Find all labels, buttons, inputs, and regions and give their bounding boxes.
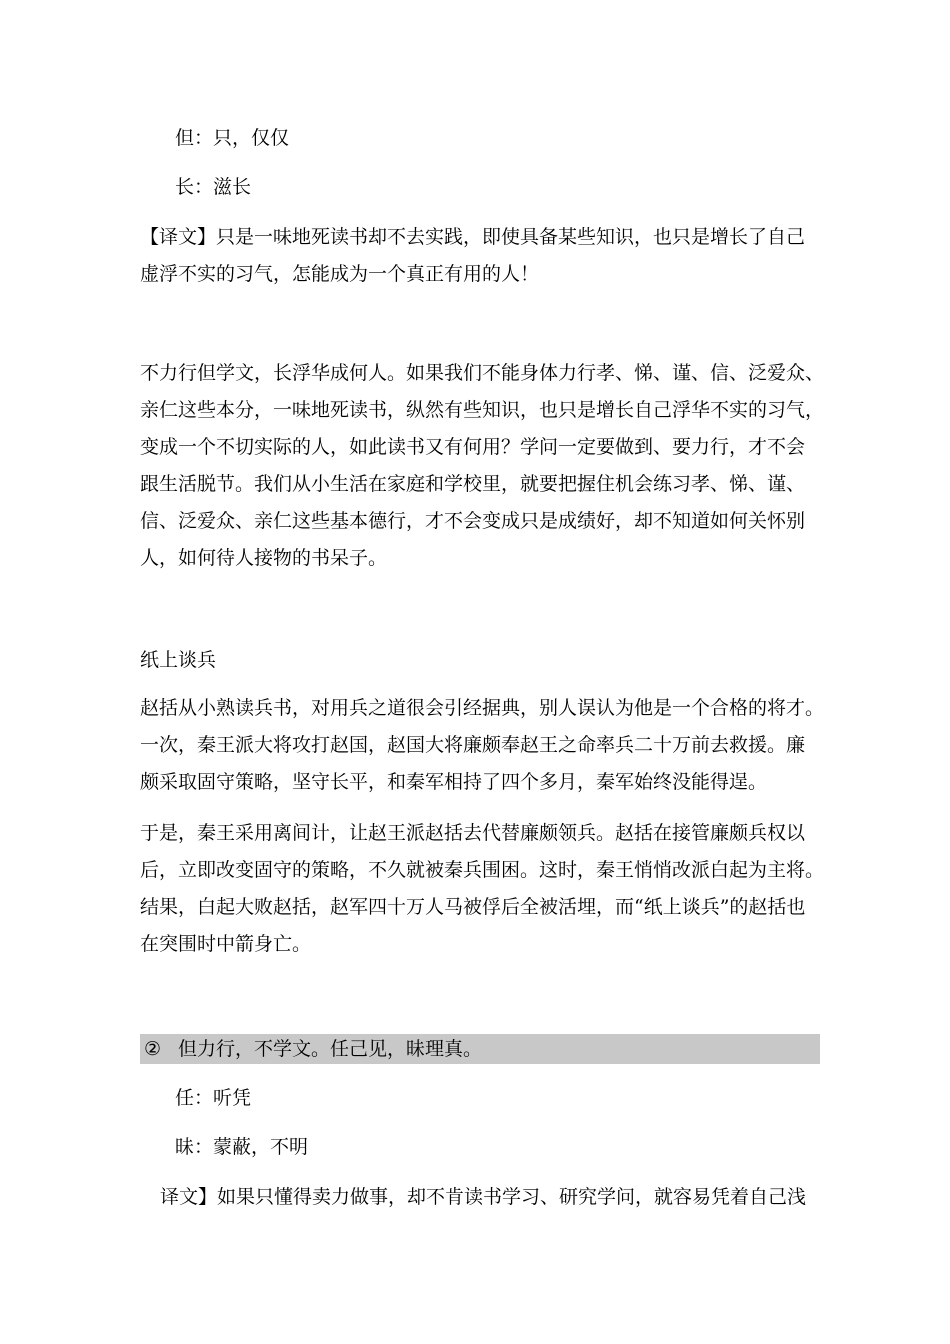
commentary-line: 跟生活脱节。我们从小生活在家庭和学校里，就要把握住机会练习孝、悌、谨、: [140, 473, 806, 495]
commentary-line: 人，如何待人接物的书呆子。: [140, 547, 388, 569]
story-line: 赵括从小熟读兵书，对用兵之道很会引经据典，别人误认为他是一个合格的将才。: [140, 697, 825, 719]
commentary-line: 信、泛爱众、亲仁这些基本德行，才不会变成只是成绩好，却不知道如何关怀别: [140, 510, 806, 532]
commentary-line: 不力行但学文，长浮华成何人。如果我们不能身体力行孝、悌、谨、信、泛爱众、: [140, 362, 825, 384]
translation-line-1: 【译文】只是一味地死读书却不去实践，即使具备某些知识，也只是增长了自己: [140, 226, 806, 248]
translation-line-2: 虚浮不实的习气，怎能成为一个真正有用的人！: [140, 263, 540, 285]
section-heading-bar: [140, 1034, 820, 1064]
gloss-ren: 任：听凭: [175, 1087, 252, 1109]
gloss-dan: 但：只，仅仅: [175, 127, 290, 149]
commentary-line: 亲仁这些本分，一味地死读书，纵然有些知识，也只是增长自己浮华不实的习气，: [140, 399, 825, 421]
section-number: ②: [144, 1038, 162, 1060]
story-line: 结果，白起大败赵括，赵军四十万人马被俘后全被活埋，而“纸上谈兵”的赵括也: [140, 896, 806, 918]
gloss-chang: 长：滋长: [175, 176, 252, 198]
story-line: 一次，秦王派大将攻打赵国，赵国大将廉颇奉赵王之命率兵二十万前去救援。廉: [140, 734, 806, 756]
gloss-mei: 昧：蒙蔽，不明: [175, 1136, 309, 1158]
story-line: 颇采取固守策略，坚守长平，和秦军相持了四个多月，秦军始终没能得逞。: [140, 771, 768, 793]
story-line: 于是，秦王采用离间计，让赵王派赵括去代替廉颇领兵。赵括在接管廉颇兵权以: [140, 822, 806, 844]
story-title: 纸上谈兵: [140, 649, 217, 671]
commentary-line: 变成一个不切实际的人，如此读书又有何用？学问一定要做到、要力行，才不会: [140, 436, 806, 458]
story-line: 在突围时中箭身亡。: [140, 933, 312, 955]
story-line: 后，立即改变固守的策略，不久就被秦兵围困。这时，秦王悄悄改派白起为主将。: [140, 859, 825, 881]
section-heading: 但力行，不学文。任己见，昧理真。: [178, 1038, 483, 1060]
translation-2-line-1: 译文】如果只懂得卖力做事，却不肯读书学习、研究学问，就容易凭着自己浅: [160, 1186, 807, 1208]
